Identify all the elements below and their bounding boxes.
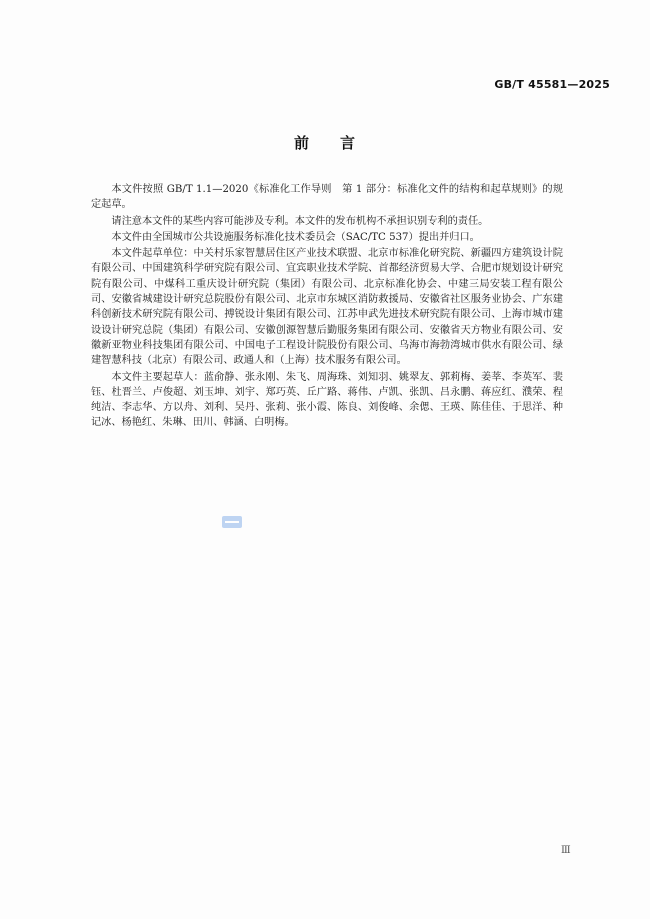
standard-code: GB/T 45581—2025	[494, 78, 610, 91]
paragraph-drafting-rules: 本文件按照 GB/T 1.1—2020《标准化工作导则 第 1 部分：标准化文件的结构和起草规则》的规定起草。	[91, 184, 563, 211]
paragraph-proposer: 本文件由全国城市公共设施服务标准化技术委员会（SAC/TC 537）提出并归口。	[111, 231, 480, 243]
paragraph-drafting-units: 本文件起草单位：中关村乐家智慧居住区产业技术联盟、北京市标准化研究院、新疆四方建筑设计院有限公司、中国建筑科学研究院有限公司、宜宾职业技术学院、首都经济贸易大学、合肥市规划设计研究院有限公司、中煤科工重庆设计研究院（集团）有限公司、北京标准化协会、中建三局安装工程有限公司、安徽省城建设计研究总院股份有限公司、北京市东城区消防救援局、安徽省社区服务业协会、广东建科创新技术研究院有限公司、搏锐设计集团有限公司、江苏申武先进技术研究院有限公司、上海市城市建设设计研究总院（集团）有限公司、安徽创源智慧后勤服务集团有限公司、安徽省天方物业有限公司、安徽新亚物业科技集团有限公司、中国电子工程设计院股份有限公司、乌海市海勃湾城市供水有限公司、绿建智慧科技（北京）有限公司、政通人和（上海）技术服务有限公司。	[91, 248, 563, 367]
watermark-logo-icon	[222, 516, 242, 528]
paragraph-patent-notice: 请注意本文件的某些内容可能涉及专利。本文件的发布机构不承担识别专利的责任。	[111, 215, 489, 227]
title-char-1: 前	[293, 134, 310, 152]
foreword-body	[91, 182, 563, 432]
title-char-2: 言	[340, 134, 357, 152]
page-number: Ⅲ	[561, 845, 571, 856]
paragraph-drafters: 本文件主要起草人：蓝俞静、张永刚、朱飞、周海珠、刘知羽、姚翠友、郭莉梅、姜莘、李英军、裴钰、杜晋兰、卢俊超、刘玉坤、刘宇、郑巧英、丘广路、蒋伟、卢凯、张凯、吕永鹏、蒋应红、濮荣、程纯洁、李志华、方以舟、刘利、吴丹、张莉、张小霞、陈良、刘俊峰、余偲、王瑛、陈佳佳、于思洋、种记冰、杨艳红、朱琳、田川、韩涵、白明梅。	[91, 371, 563, 429]
page-title	[0, 132, 650, 153]
